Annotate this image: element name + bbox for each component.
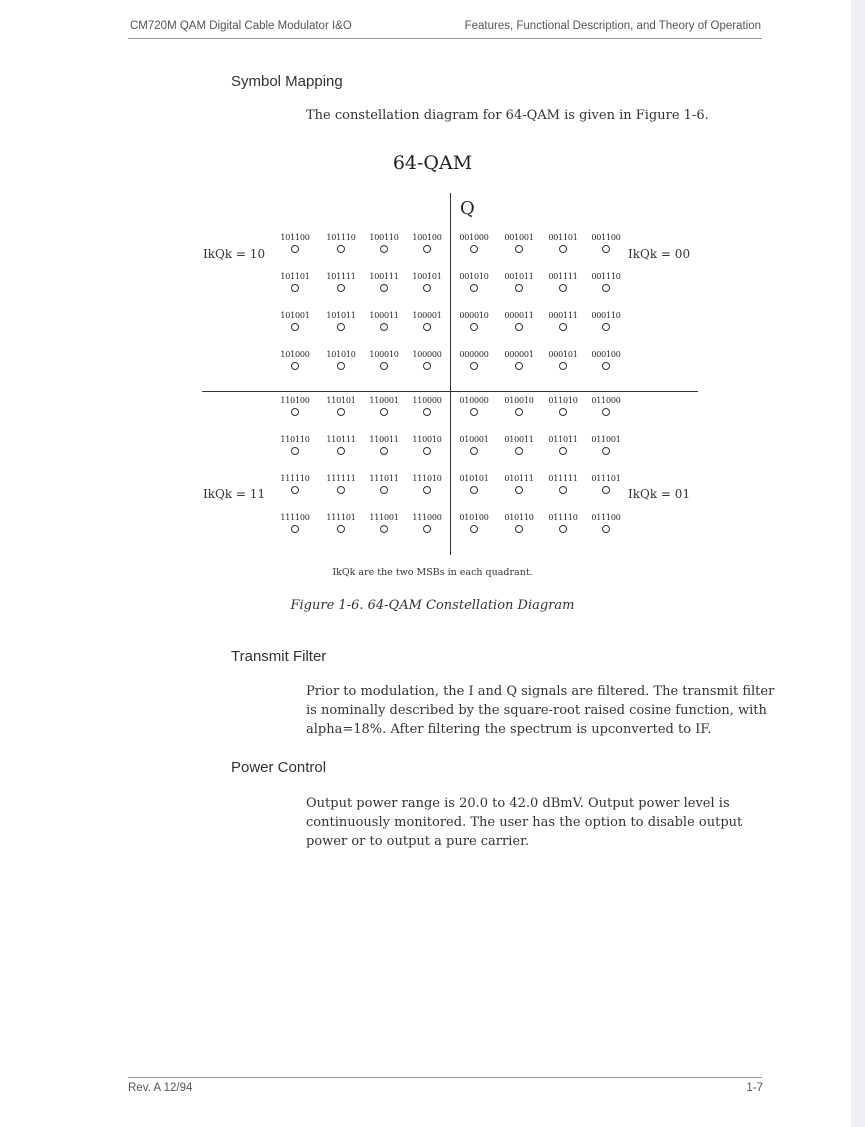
symbol-code-label: 110111	[326, 435, 356, 444]
constellation-point	[362, 513, 406, 533]
constellation-point	[541, 513, 585, 533]
symbol-code-label: 010100	[459, 513, 489, 522]
constellation-dot	[380, 323, 388, 331]
constellation-point	[452, 435, 496, 455]
constellation-dot	[291, 408, 299, 416]
constellation-point	[362, 350, 406, 370]
constellation-dot	[559, 323, 567, 331]
constellation-dot	[602, 408, 610, 416]
symbol-code-label: 111110	[280, 474, 310, 483]
constellation-point	[452, 474, 496, 494]
constellation-point	[452, 350, 496, 370]
constellation-dot	[380, 408, 388, 416]
constellation-dot	[291, 525, 299, 533]
power-control-body: Output power range is 20.0 to 42.0 dBmV. Output power level is continuously monitored. The user has the option to disable output power or to output a pure carrier.	[306, 796, 743, 849]
section-heading-transmit-filter: Transmit Filter	[231, 648, 327, 665]
constellation-dot	[559, 284, 567, 292]
symbol-code-label: 001000	[459, 233, 489, 242]
constellation-point	[319, 396, 363, 416]
symbol-code-label: 011101	[591, 474, 621, 483]
constellation-dot	[515, 323, 523, 331]
constellation-dot	[602, 284, 610, 292]
constellation-point	[362, 474, 406, 494]
constellation-dot	[470, 284, 478, 292]
symbol-code-label: 011001	[591, 435, 621, 444]
symbol-code-label: 010010	[504, 396, 534, 405]
symbol-code-label: 000010	[459, 311, 489, 320]
constellation-point	[319, 350, 363, 370]
constellation-dot	[602, 323, 610, 331]
constellation-dot	[470, 245, 478, 253]
constellation-point	[405, 233, 449, 253]
symbol-code-label: 011110	[548, 513, 578, 522]
symbol-code-label: 000011	[504, 311, 534, 320]
symbol-code-label: 010000	[459, 396, 489, 405]
constellation-point	[541, 396, 585, 416]
symbol-code-label: 100100	[412, 233, 442, 242]
constellation-dot	[423, 486, 431, 494]
footer-rule	[128, 1077, 762, 1078]
constellation-point	[584, 272, 628, 292]
constellation-point	[541, 233, 585, 253]
symbol-code-label: 110010	[412, 435, 442, 444]
symbol-code-label: 000001	[504, 350, 534, 359]
constellation-point	[405, 513, 449, 533]
symbol-code-label: 001010	[459, 272, 489, 281]
constellation-dot	[559, 525, 567, 533]
header-rule	[128, 38, 762, 39]
symbol-code-label: 110011	[369, 435, 399, 444]
symbol-code-label: 101010	[326, 350, 356, 359]
section-heading-symbol-mapping: Symbol Mapping	[231, 73, 343, 90]
symbol-code-label: 101011	[326, 311, 356, 320]
constellation-point	[541, 350, 585, 370]
constellation-point	[273, 474, 317, 494]
constellation-dot	[515, 245, 523, 253]
constellation-dot	[515, 362, 523, 370]
constellation-point	[319, 272, 363, 292]
constellation-point	[497, 311, 541, 331]
symbol-code-label: 011010	[548, 396, 578, 405]
symbol-code-label: 110100	[280, 396, 310, 405]
symbol-code-label: 101111	[326, 272, 356, 281]
constellation-dot	[337, 486, 345, 494]
constellation-point	[497, 513, 541, 533]
constellation-point	[405, 435, 449, 455]
symbol-code-label: 001001	[504, 233, 534, 242]
constellation-point	[273, 272, 317, 292]
constellation-point	[319, 474, 363, 494]
symbol-code-label: 100111	[369, 272, 399, 281]
constellation-point	[362, 396, 406, 416]
constellation-dot	[337, 408, 345, 416]
constellation-dot	[559, 408, 567, 416]
symbol-code-label: 110110	[280, 435, 310, 444]
constellation-dot	[423, 362, 431, 370]
constellation-dot	[380, 525, 388, 533]
constellation-point	[405, 311, 449, 331]
constellation-point	[452, 311, 496, 331]
constellation-point	[584, 311, 628, 331]
figure-title: 64-QAM	[392, 152, 473, 174]
constellation-point	[319, 513, 363, 533]
constellation-dot	[423, 525, 431, 533]
constellation-point	[319, 311, 363, 331]
constellation-point	[584, 233, 628, 253]
symbol-code-label: 100010	[369, 350, 399, 359]
symbol-code-label: 111100	[280, 513, 310, 522]
symbol-code-label: 001101	[548, 233, 578, 242]
constellation-dot	[380, 284, 388, 292]
constellation-dot	[423, 408, 431, 416]
footer-page-number: 1-7	[746, 1082, 763, 1094]
symbol-code-label: 110001	[369, 396, 399, 405]
symbol-code-label: 111011	[369, 474, 399, 483]
constellation-dot	[380, 447, 388, 455]
constellation-point	[362, 435, 406, 455]
quadrant-label-10: IkQk = 10	[203, 247, 266, 261]
constellation-dot	[337, 447, 345, 455]
constellation-point	[541, 311, 585, 331]
q-axis-label: Q	[460, 198, 475, 219]
constellation-point	[273, 233, 317, 253]
symbol-code-label: 100000	[412, 350, 442, 359]
symbol-code-label: 110101	[326, 396, 356, 405]
symbol-code-label: 000100	[591, 350, 621, 359]
constellation-point	[273, 513, 317, 533]
constellation-dot	[602, 362, 610, 370]
symbol-code-label: 001110	[591, 272, 621, 281]
constellation-dot	[470, 362, 478, 370]
constellation-dot	[337, 284, 345, 292]
horizontal-axis-line	[202, 391, 698, 392]
constellation-point	[497, 474, 541, 494]
symbol-code-label: 000101	[548, 350, 578, 359]
constellation-point	[273, 435, 317, 455]
constellation-point	[362, 233, 406, 253]
constellation-dot	[337, 323, 345, 331]
symbol-code-label: 111101	[326, 513, 356, 522]
symbol-code-label: 011011	[548, 435, 578, 444]
constellation-point	[452, 396, 496, 416]
constellation-dot	[291, 447, 299, 455]
constellation-dot	[559, 245, 567, 253]
symbol-code-label: 110000	[412, 396, 442, 405]
symbol-code-label: 011100	[591, 513, 621, 522]
symbol-code-label: 111001	[369, 513, 399, 522]
constellation-dot	[291, 284, 299, 292]
symbol-code-label: 111111	[326, 474, 356, 483]
quadrant-label-00: IkQk = 00	[628, 247, 691, 261]
running-header-right: Features, Functional Description, and Theory of Operation	[464, 20, 761, 32]
transmit-filter-body: Prior to modulation, the I and Q signals are filtered. The transmit filter is nominally described by the square-root raised cosine function, with alpha=18%. After filtering the spectrum is upconverted to IF.	[306, 684, 775, 737]
constellation-point	[319, 435, 363, 455]
constellation-dot	[470, 323, 478, 331]
constellation-point	[497, 272, 541, 292]
constellation-dot	[337, 245, 345, 253]
constellation-dot	[423, 323, 431, 331]
constellation-dot	[337, 525, 345, 533]
constellation-dot	[515, 525, 523, 533]
symbol-code-label: 001111	[548, 272, 578, 281]
constellation-dot	[602, 447, 610, 455]
running-header-left: CM720M QAM Digital Cable Modulator I&O	[130, 20, 352, 32]
constellation-point	[497, 435, 541, 455]
constellation-point	[273, 350, 317, 370]
symbol-code-label: 101101	[280, 272, 310, 281]
symbol-code-label: 001011	[504, 272, 534, 281]
constellation-dot	[470, 486, 478, 494]
constellation-point	[584, 435, 628, 455]
symbol-code-label: 010110	[504, 513, 534, 522]
constellation-dot	[423, 245, 431, 253]
constellation-dot	[470, 408, 478, 416]
constellation-dot	[291, 245, 299, 253]
symbol-code-label: 111000	[412, 513, 442, 522]
constellation-point	[319, 233, 363, 253]
quadrant-label-01: IkQk = 01	[628, 487, 691, 501]
constellation-point	[584, 513, 628, 533]
constellation-dot	[380, 362, 388, 370]
constellation-dot	[423, 447, 431, 455]
constellation-dot	[515, 408, 523, 416]
constellation-point	[541, 272, 585, 292]
symbol-code-label: 010011	[504, 435, 534, 444]
constellation-dot	[602, 245, 610, 253]
constellation-dot	[423, 284, 431, 292]
symbol-code-label: 010101	[459, 474, 489, 483]
symbol-code-label: 100110	[369, 233, 399, 242]
constellation-point	[273, 396, 317, 416]
constellation-dot	[470, 525, 478, 533]
symbol-code-label: 100101	[412, 272, 442, 281]
constellation-point	[497, 350, 541, 370]
constellation-point	[452, 233, 496, 253]
symbol-code-label: 101110	[326, 233, 356, 242]
footer-revision: Rev. A 12/94	[128, 1082, 193, 1094]
symbol-code-label: 010111	[504, 474, 534, 483]
constellation-point	[362, 311, 406, 331]
symbol-code-label: 001100	[591, 233, 621, 242]
constellation-point	[584, 474, 628, 494]
symbol-code-label: 000111	[548, 311, 578, 320]
constellation-dot	[602, 525, 610, 533]
constellation-dot	[380, 486, 388, 494]
constellation-point	[452, 272, 496, 292]
constellation-dot	[470, 447, 478, 455]
symbol-mapping-intro: The constellation diagram for 64-QAM is given in Figure 1-6.	[306, 108, 709, 123]
constellation-point	[405, 396, 449, 416]
constellation-point	[497, 233, 541, 253]
constellation-dot	[559, 486, 567, 494]
constellation-dot	[337, 362, 345, 370]
constellation-dot	[291, 486, 299, 494]
symbol-code-label: 111010	[412, 474, 442, 483]
symbol-code-label: 010001	[459, 435, 489, 444]
figure-note: IkQk are the two MSBs in each quadrant.	[332, 567, 533, 578]
constellation-point	[362, 272, 406, 292]
constellation-dot	[559, 362, 567, 370]
symbol-code-label: 100001	[412, 311, 442, 320]
constellation-dot	[515, 486, 523, 494]
symbol-code-label: 101000	[280, 350, 310, 359]
constellation-dot	[602, 486, 610, 494]
constellation-point	[405, 350, 449, 370]
figure-caption: Figure 1-6. 64-QAM Constellation Diagram	[290, 598, 575, 613]
constellation-dot	[291, 362, 299, 370]
constellation-point	[405, 474, 449, 494]
symbol-code-label: 101100	[280, 233, 310, 242]
constellation-point	[497, 396, 541, 416]
symbol-code-label: 011111	[548, 474, 578, 483]
constellation-dot	[515, 284, 523, 292]
vertical-axis-line	[450, 193, 451, 555]
constellation-point	[584, 396, 628, 416]
constellation-point	[452, 513, 496, 533]
constellation-point	[541, 474, 585, 494]
constellation-dot	[291, 323, 299, 331]
symbol-code-label: 101001	[280, 311, 310, 320]
symbol-code-label: 000110	[591, 311, 621, 320]
constellation-dot	[380, 245, 388, 253]
constellation-dot	[515, 447, 523, 455]
constellation-point	[405, 272, 449, 292]
symbol-code-label: 000000	[459, 350, 489, 359]
symbol-code-label: 011000	[591, 396, 621, 405]
symbol-code-label: 100011	[369, 311, 399, 320]
constellation-point	[541, 435, 585, 455]
constellation-dot	[559, 447, 567, 455]
constellation-point	[584, 350, 628, 370]
quadrant-label-11: IkQk = 11	[203, 487, 266, 501]
section-heading-power-control: Power Control	[231, 759, 327, 776]
constellation-point	[273, 311, 317, 331]
